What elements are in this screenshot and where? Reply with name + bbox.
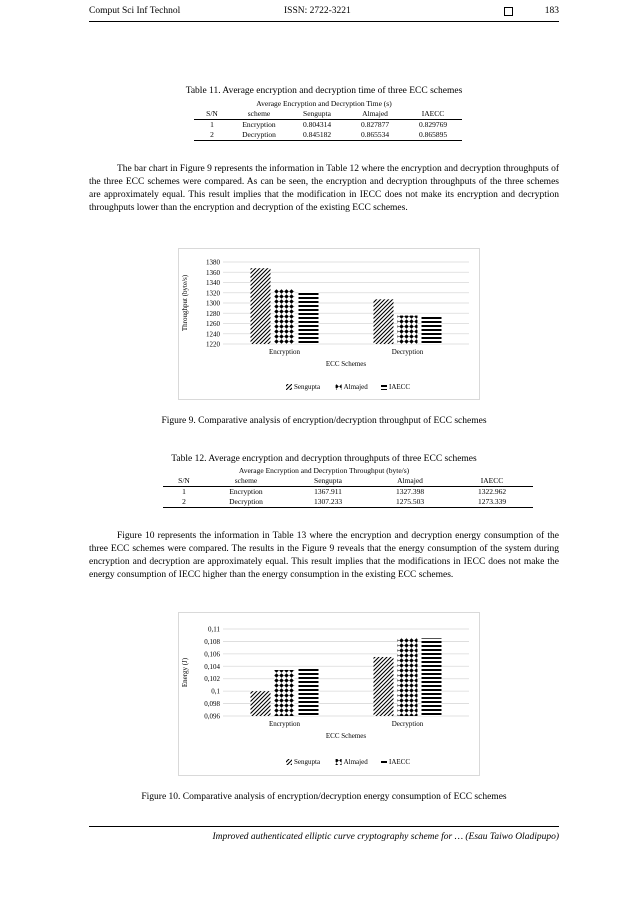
bar-sengupta-decryption — [374, 657, 394, 716]
table-cell: 1 — [182, 487, 186, 496]
table-row — [163, 497, 533, 508]
header-rule — [89, 21, 559, 22]
legend-label: Sengupta — [294, 383, 321, 391]
x-axis-label: ECC Schemes — [325, 360, 367, 368]
figure10-frame — [178, 612, 480, 776]
table-row — [194, 130, 462, 141]
bar-iaecc-encryption — [299, 291, 319, 344]
table-cell: 1367.911 — [314, 487, 342, 496]
legend-label: Almajed — [343, 758, 368, 766]
figure9-frame — [178, 248, 480, 400]
table-cell: 0.865534 — [346, 130, 404, 141]
table-row — [194, 120, 462, 131]
column-header: Almajed — [369, 476, 451, 487]
column-header: scheme — [230, 109, 288, 120]
y-tick-label: 0,098 — [204, 700, 220, 709]
table12-subtitle: Average Encryption and Decryption Throughput (byte/s) — [238, 466, 410, 475]
footer-rule — [89, 826, 559, 827]
x-axis-label: ECC Schemes — [325, 732, 367, 740]
table11-caption: Table 11. Average encryption and decryption time of three ECC schemes — [185, 86, 463, 96]
y-tick-label: 1320 — [206, 289, 220, 298]
page-number: 183 — [544, 6, 559, 16]
paragraph-1: The bar chart in Figure 9 represents the information in Table 12 where the encryption and decryption throughputs of the three ECC schemes were compared. As can be seen, the encryption and decryption throughputs of the three schemes are approximately equal. This result implies that the modification in IECC does not make its encryption and decryption throughputs lower than the encryption and decryption of the existing ECC schemes. — [89, 164, 559, 213]
column-header: Sengupta — [288, 109, 346, 120]
y-tick-label: 1340 — [206, 279, 220, 287]
legend-label: Sengupta — [294, 758, 321, 766]
table-cell: 0.827877 — [360, 120, 390, 129]
legend-swatch — [381, 759, 387, 765]
table12 — [163, 476, 533, 508]
figure10-caption: Figure 10. Comparative analysis of encryption/decryption energy consumption of ECC schemes — [141, 792, 507, 802]
y-axis-label: Energy (J) — [181, 657, 189, 688]
legend-swatch — [286, 384, 292, 390]
y-tick-label: 0,096 — [204, 712, 220, 721]
y-tick-label: 1260 — [206, 320, 220, 328]
bar-iaecc-decryption — [422, 317, 442, 344]
issn: ISSN: 2722-3221 — [284, 6, 351, 16]
column-header: S/N — [194, 109, 230, 120]
y-tick-label: 0,106 — [204, 650, 220, 659]
figure10-chart — [179, 613, 479, 775]
y-tick-label: 0,104 — [204, 662, 220, 671]
bar-almajed-encryption — [275, 289, 295, 344]
y-tick-label: 1220 — [206, 340, 220, 349]
x-tick-label: Decryption — [391, 720, 424, 728]
table-cell: 1307.233 — [287, 497, 369, 508]
y-tick-label: 0,102 — [204, 675, 220, 684]
footer-text: Improved authenticated elliptic curve cryptography scheme for … (Esau Taiwo Oladipupo) — [212, 832, 559, 842]
table-cell: Decryption — [205, 497, 287, 508]
table-cell: Encryption — [242, 120, 276, 129]
table-cell: 0.845182 — [288, 130, 346, 141]
table-header-row — [194, 109, 462, 120]
bar-sengupta-encryption — [251, 268, 271, 344]
column-header: IAECC — [404, 109, 462, 120]
table-cell: 1322.962 — [477, 487, 507, 496]
column-header: IAECC — [451, 476, 533, 487]
table-header-row — [163, 476, 533, 487]
column-header: Almajed — [346, 109, 404, 120]
figure9-chart — [179, 249, 479, 399]
y-tick-label: 0,1 — [211, 687, 220, 696]
x-tick-label: Decryption — [391, 348, 424, 356]
legend-swatch — [336, 759, 342, 765]
y-tick-label: 1300 — [206, 299, 220, 308]
table-cell: Decryption — [230, 130, 288, 141]
table12-caption: Table 12. Average encryption and decryption throughputs of three ECC schemes — [171, 454, 477, 464]
bar-iaecc-encryption — [299, 669, 319, 716]
paragraph-2: Figure 10 represents the information in Table 13 where the encryption and decryption energy consumption of the three ECC schemes were compared. The results in the Figure 9 reveals that the energy consumption of the system during encryption and decryption are approximately equal. This result implies that the modifications in IECC does not make the energy consumption of IECC higher than the energy consumption in the existing ECC schemes. — [89, 531, 559, 580]
table-cell: 0.804314 — [302, 120, 332, 129]
bar-iaecc-decryption — [422, 638, 442, 716]
bar-almajed-encryption — [275, 670, 295, 716]
y-tick-label: 1380 — [206, 258, 220, 267]
table11-subtitle: Average Encryption and Decryption Time (s) — [256, 99, 392, 108]
table-cell: 0.829769 — [418, 120, 448, 129]
journal-name: Comput Sci Inf Technol — [89, 6, 181, 16]
legend-swatch — [286, 759, 292, 765]
bar-sengupta-decryption — [374, 299, 394, 344]
x-tick-label: Encryption — [268, 720, 301, 728]
y-tick-label: 1240 — [206, 330, 220, 339]
legend-label: Almajed — [343, 383, 368, 391]
y-tick-label: 0,11 — [208, 625, 220, 634]
legend-swatch — [336, 384, 342, 390]
table-cell: 1327.398 — [395, 487, 425, 496]
table-cell: 1275.503 — [369, 497, 451, 508]
table-cell: 1 — [210, 120, 214, 129]
running-header — [89, 6, 559, 20]
x-tick-label: Encryption — [268, 348, 301, 356]
legend-label: IAECC — [389, 383, 410, 391]
y-tick-label: 1360 — [206, 268, 220, 277]
bar-almajed-decryption — [398, 316, 418, 344]
table-row — [163, 487, 533, 498]
column-header: scheme — [205, 476, 287, 487]
table-cell: 0.865895 — [404, 130, 462, 141]
bar-almajed-decryption — [398, 638, 418, 716]
table-cell: 2 — [163, 497, 205, 508]
table-cell: 1273.339 — [451, 497, 533, 508]
legend-swatch — [381, 384, 387, 390]
bar-sengupta-encryption — [251, 691, 271, 716]
y-tick-label: 0,108 — [204, 637, 220, 646]
table11 — [194, 109, 462, 141]
square-bullet-icon — [504, 7, 513, 16]
table-cell: Encryption — [229, 487, 263, 496]
figure9-caption: Figure 9. Comparative analysis of encryption/decryption throughput of ECC schemes — [161, 416, 487, 426]
column-header: Sengupta — [287, 476, 369, 487]
y-axis-label: Throughput (byte/s) — [181, 274, 189, 332]
y-tick-label: 1280 — [206, 309, 220, 318]
legend-label: IAECC — [389, 758, 410, 766]
table-cell: 2 — [194, 130, 230, 141]
column-header: S/N — [163, 476, 205, 487]
